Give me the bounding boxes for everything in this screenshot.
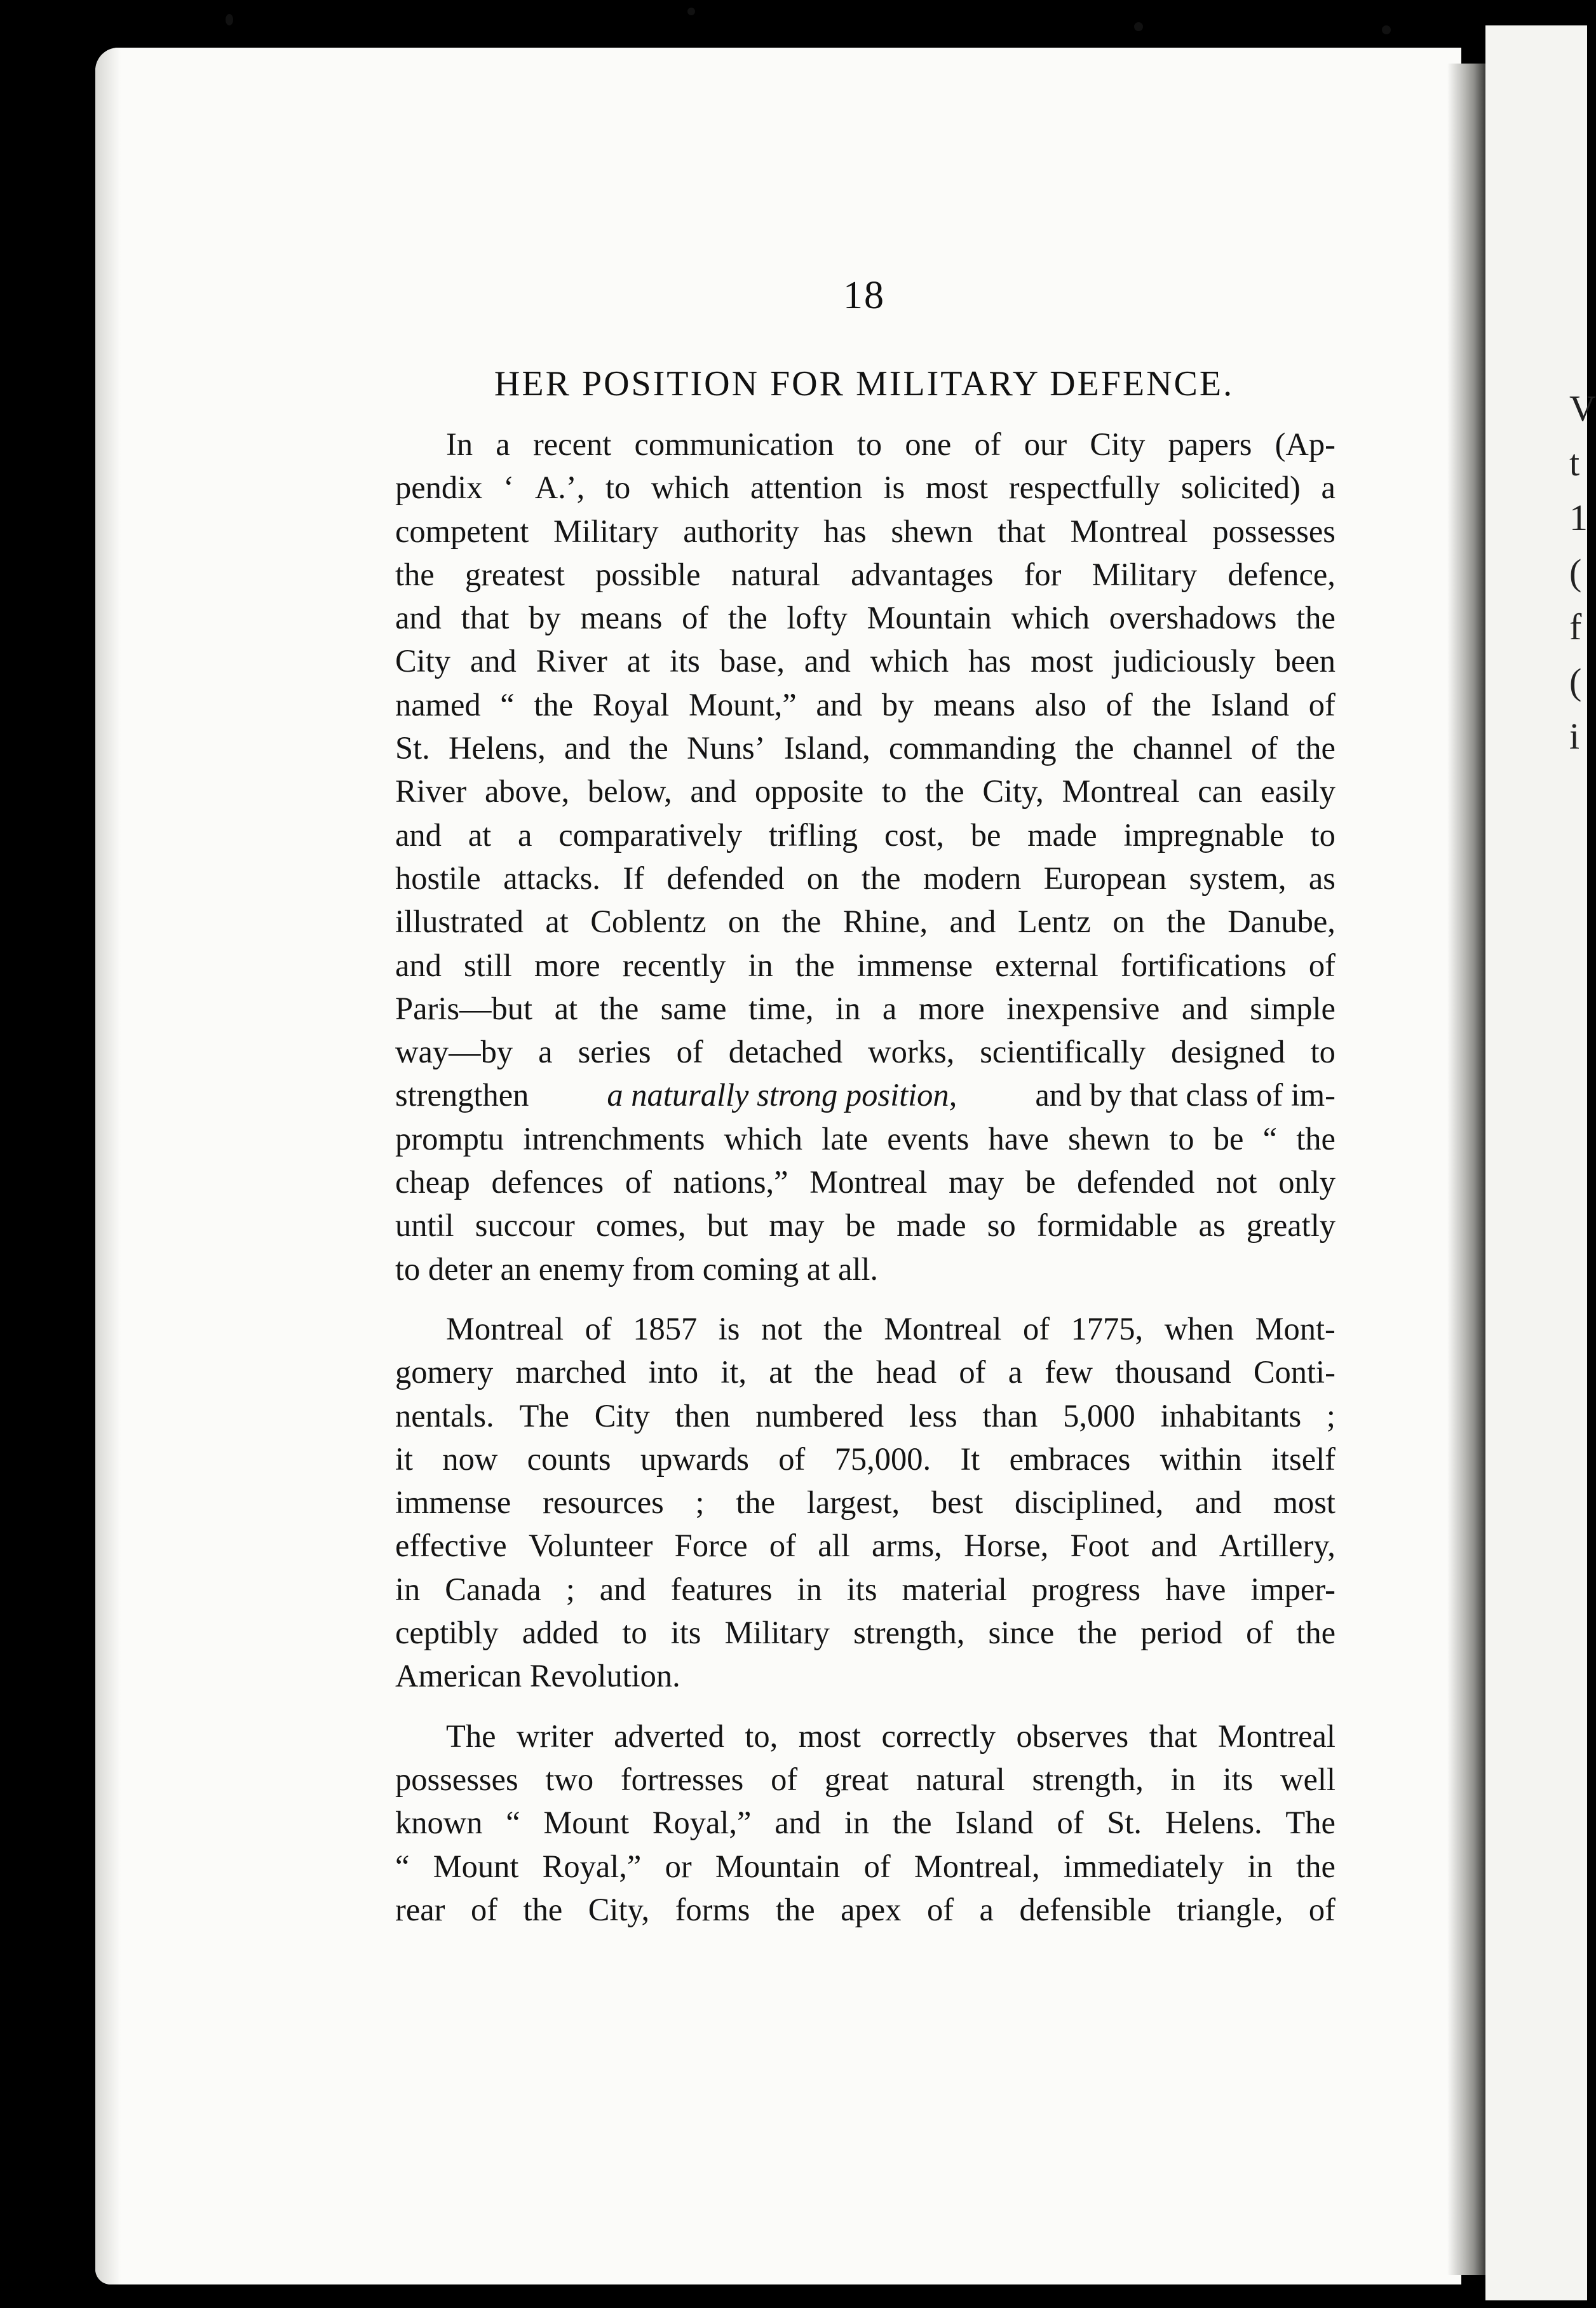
text-line: “ Mount Royal,” or Mountain of Montreal, immediately in the — [395, 1848, 1336, 1884]
adjacent-letter: t — [1569, 442, 1580, 484]
section-heading: HER POSITION FOR MILITARY DEFENCE. — [494, 364, 1234, 404]
text-line: and that by means of the lofty Mountain which overshadows the — [395, 600, 1336, 636]
text-line: St. Helens, and the Nuns’ Island, commanding the channel of the — [395, 730, 1336, 766]
text-line: cheap defences of nations,” Montreal may be defended not only — [395, 1164, 1336, 1200]
text-line: Montreal of 1857 is not the Montreal of 1775, when Mont- — [446, 1310, 1336, 1347]
text-line: promptu intrenchments which late events have shewn to be “ the — [395, 1120, 1336, 1157]
text-line: effective Volunteer Force of all arms, Horse, Foot and Artillery, — [395, 1528, 1336, 1564]
text-line: and at a comparatively trifling cost, be made impregnable to — [395, 817, 1336, 853]
text-line: it now counts upwards of 75,000. It embraces within itself — [395, 1441, 1336, 1477]
scan-speck — [1134, 22, 1143, 31]
text-line: rear of the City, forms the apex of a defensible triangle, of — [395, 1891, 1336, 1927]
text-line: named “ the Royal Mount,” and by means also of the Island of — [395, 686, 1336, 723]
text-line: pendix ‘ A.’, to which attention is most respectfully solicited) a — [395, 470, 1336, 506]
page-number: 18 — [843, 274, 885, 317]
text-line: gomery marched into it, at the head of a few thousand Conti- — [395, 1354, 1336, 1390]
text-line: known “ Mount Royal,” and in the Island of St. Helens. The — [395, 1805, 1336, 1841]
page-edge-shadow — [95, 48, 121, 2284]
scan-speck — [226, 14, 233, 25]
text-segment: strengthen — [395, 1077, 529, 1113]
text-line: American Revolution. — [395, 1658, 680, 1694]
adjacent-letter: V — [1569, 388, 1596, 429]
text-line: nentals. The City then numbered less than 5,000 inhabitants ; — [395, 1397, 1336, 1434]
text-line: the greatest possible natural advantages for Military defence, — [395, 556, 1336, 592]
text-line: until succour comes, but may be made so formidable as greatly — [395, 1207, 1336, 1244]
text-segment: and by that class of im- — [1035, 1077, 1336, 1113]
text-line: hostile attacks. If defended on the modern European system, as — [395, 860, 1336, 896]
text-line: illustrated at Coblentz on the Rhine, and Lentz on the Danube, — [395, 904, 1336, 940]
adjacent-page-letters — [1569, 381, 1596, 764]
body-text — [395, 423, 1336, 1931]
adjacent-letter: ( — [1569, 552, 1582, 593]
text-line: way—by a series of detached works, scientifically designed to — [395, 1034, 1336, 1070]
scan-speck — [687, 8, 695, 15]
adjacent-letter: ( — [1569, 661, 1582, 702]
text-line: City and River at its base, and which has most judiciously been — [395, 643, 1336, 679]
adjacent-letter: 1 — [1569, 497, 1588, 538]
text-line: to deter an enemy from coming at all. — [395, 1251, 879, 1287]
text-line-with-italic — [395, 1073, 1336, 1117]
adjacent-page — [1485, 25, 1596, 2300]
text-line: ceptibly added to its Military strength, since the period of the — [395, 1615, 1336, 1651]
text-line: River above, below, and opposite to the City, Montreal can easily — [395, 773, 1336, 810]
text-line: immense resources ; the largest, best disciplined, and most — [395, 1484, 1336, 1521]
binding-gutter — [1447, 64, 1485, 2275]
text-line: The writer adverted to, most correctly observes that Montreal — [446, 1718, 1336, 1754]
text-line: and still more recently in the immense external fortifications of — [395, 947, 1336, 983]
scan-speck — [1382, 25, 1391, 34]
text-line: Paris—but at the same time, in a more inexpensive and simple — [395, 990, 1336, 1026]
italic-phrase: a naturally strong position, — [607, 1077, 957, 1113]
adjacent-letter: f — [1569, 606, 1582, 648]
adjacent-letter: i — [1569, 716, 1580, 757]
text-line: in Canada ; and features in its material progress have imper- — [395, 1571, 1336, 1607]
text-line: possesses two fortresses of great natural strength, in its well — [395, 1761, 1336, 1797]
text-line: competent Military authority has shewn that Montreal possesses — [395, 513, 1336, 549]
text-line: In a recent communication to one of our City papers (Ap- — [446, 426, 1336, 462]
